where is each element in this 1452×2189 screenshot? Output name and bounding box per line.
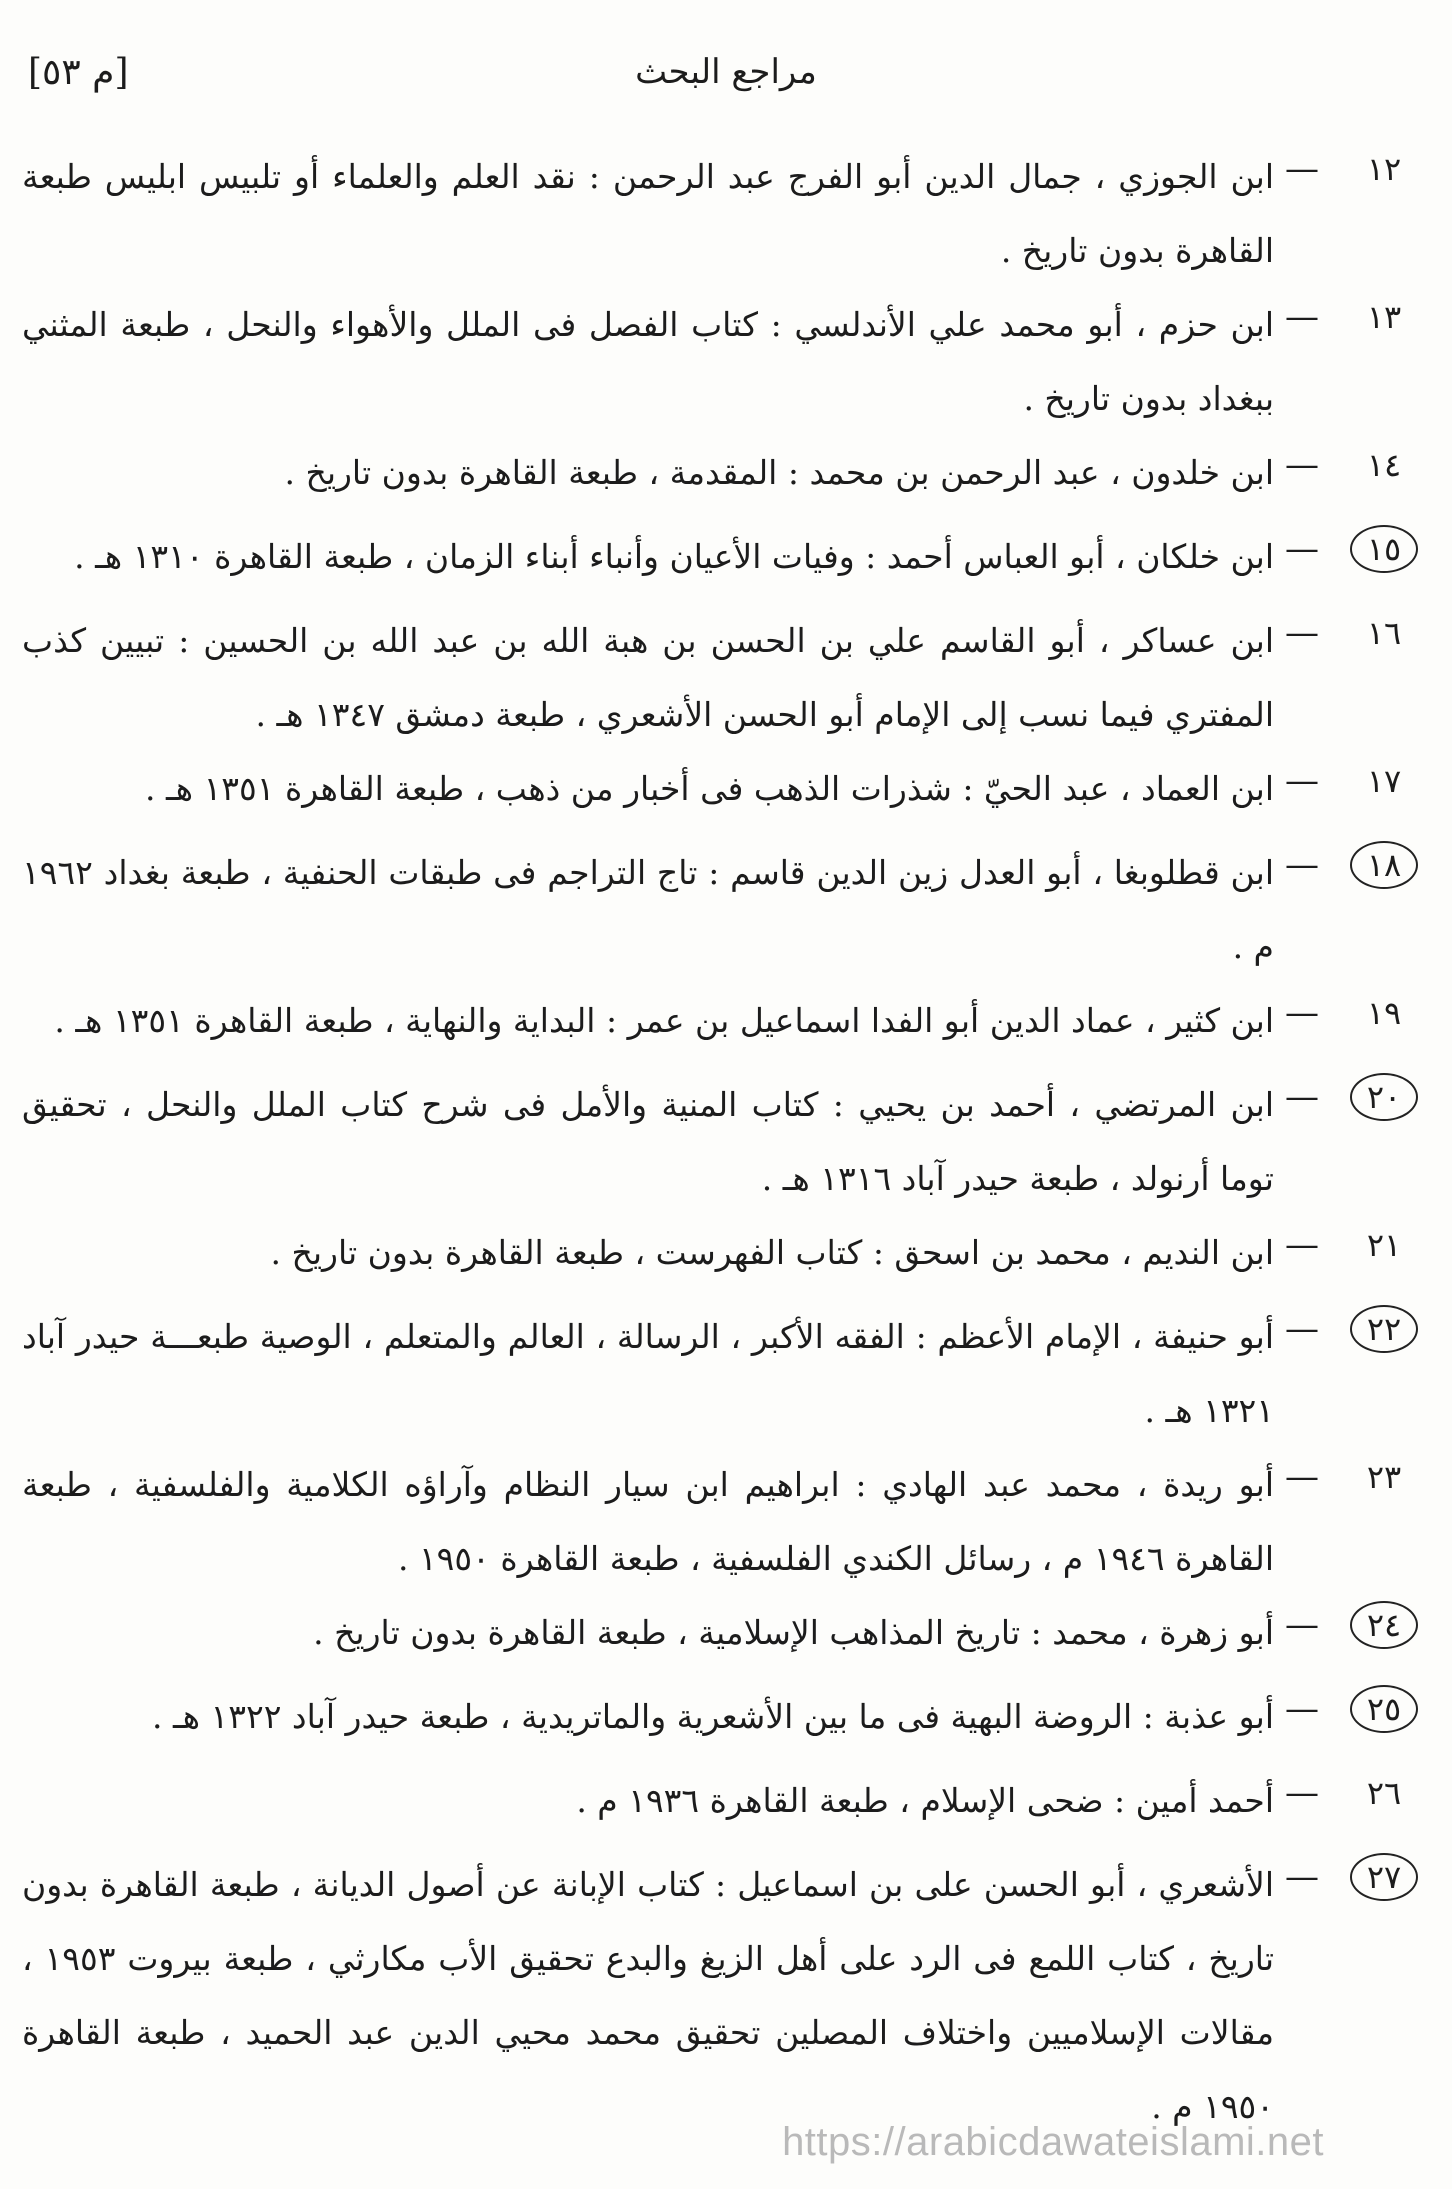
entry-number-box (1330, 984, 1438, 1042)
entry-dash: — (1285, 1605, 1319, 1645)
entry-dash: — (1285, 1077, 1319, 1117)
entry-number-box (1330, 1300, 1438, 1358)
entry-text: ابن المرتضي ، أحمد بن يحيي : كتاب المنية والأمل فى شرح كتاب الملل والنحل ، تحقيق توما أرنولد ، طبعة حيدر آباد ١٣١٦ هـ . (22, 1085, 1274, 1198)
entry-dash: — (1285, 1309, 1319, 1349)
entry-number-box (1330, 1680, 1438, 1738)
entry-number-box (1330, 436, 1438, 494)
entry-dash: — (1285, 1773, 1319, 1813)
entry-number: ١٦ (1366, 614, 1402, 652)
page-reference: [م ٥٣] (28, 52, 129, 93)
bibliography-entry (14, 288, 1438, 436)
circled-entry-number: ٢٠ (1350, 1073, 1418, 1121)
bibliography-list (14, 140, 1438, 2144)
bibliography-entry (14, 1764, 1438, 1848)
entry-number-box (1330, 752, 1438, 810)
circled-entry-number: ١٨ (1350, 841, 1418, 889)
entry-text: ابن النديم ، محمد بن اسحق : كتاب الفهرست ، طبعة القاهرة بدون تاريخ . (270, 1233, 1274, 1272)
bibliography-entry (14, 1596, 1438, 1680)
page-title: مراجع البحث (635, 52, 817, 92)
entry-dash: — (1285, 149, 1319, 189)
entry-dash: — (1285, 761, 1319, 801)
entry-dash: — (1285, 1225, 1319, 1265)
entry-number: ١٣ (1366, 298, 1402, 336)
bibliography-entry (14, 1848, 1438, 2144)
bibliography-entry (14, 1300, 1438, 1448)
bibliography-entry (14, 436, 1438, 520)
entry-dash: — (1285, 613, 1319, 653)
circled-entry-number: ٢٤ (1350, 1601, 1418, 1649)
entry-dash: — (1285, 993, 1319, 1033)
entry-number: ١٤ (1366, 446, 1402, 484)
circled-entry-number: ٢٧ (1350, 1853, 1418, 1901)
entry-number-box (1330, 1216, 1438, 1274)
entry-dash: — (1285, 1689, 1319, 1729)
entry-number-box (1330, 1068, 1438, 1126)
entry-number-box (1330, 1848, 1438, 1906)
entry-number: ٢٦ (1366, 1774, 1402, 1812)
bibliography-entry (14, 520, 1438, 604)
entry-dash: — (1285, 297, 1319, 337)
bibliography-entry (14, 604, 1438, 752)
entry-dash: — (1285, 845, 1319, 885)
entry-number-box (1330, 836, 1438, 894)
bibliography-entry (14, 984, 1438, 1068)
bibliography-entry (14, 140, 1438, 288)
entry-text: ابن الجوزي ، جمال الدين أبو الفرج عبد الرحمن : نقد العلم والعلماء أو تلبيس ابليس طبعة القاهرة بدون تاريخ . (22, 157, 1274, 270)
entry-number: ١٩ (1366, 994, 1402, 1032)
entry-text: الأشعري ، أبو الحسن على بن اسماعيل : كتاب الإبانة عن أصول الديانة ، طبعة القاهرة بدون تاريخ ، كتاب اللمع فى الرد على أهل الزيغ والبدع تحقيق الأب مكارثي ، طبعة بيروت ١٩٥٣ ، مقالات الإسلاميين واختلاف المصلين تحقيق محمد محيي الدين عبد الحميد ، طبعة القاهرة ١٩٥٠ م . (22, 1865, 1275, 2126)
entry-text: ابن حزم ، أبو محمد علي الأندلسي : كتاب الفصل فى الملل والأهواء والنحل ، طبعة المثني ببغداد بدون تاريخ . (22, 305, 1274, 418)
entry-text: ابن خلكان ، أبو العباس أحمد : وفيات الأعيان وأنباء أبناء الزمان ، طبعة القاهرة ١٣١٠ هـ . (74, 537, 1274, 576)
entry-number: ٢١ (1366, 1226, 1402, 1264)
entry-number-box (1330, 1448, 1438, 1506)
entry-dash: — (1285, 1857, 1319, 1897)
entry-text: ابن عساكر ، أبو القاسم علي بن الحسن بن هبة الله بن عبد الله بن الحسين : تبيين كذب المفتري فيما نسب إلى الإمام أبو الحسن الأشعري ، طبعة دمشق ١٣٤٧ هـ . (22, 621, 1274, 734)
entry-dash: — (1285, 1457, 1319, 1497)
entry-text: أبو حنيفة ، الإمام الأعظم : الفقه الأكبر ، الرسالة ، العالم والمتعلم ، الوصية طبعـــة حيدر آباد ١٣٢١ هـ . (22, 1317, 1274, 1430)
entry-text: ابن العماد ، عبد الحيّ : شذرات الذهب فى أخبار من ذهب ، طبعة القاهرة ١٣٥١ هـ . (145, 769, 1274, 808)
entry-number: ٢٣ (1366, 1458, 1402, 1496)
entry-number-box (1330, 288, 1438, 346)
entry-text: أحمد أمين : ضحى الإسلام ، طبعة القاهرة ١٩٣٦ م . (576, 1781, 1274, 1820)
bibliography-entry (14, 1680, 1438, 1764)
bibliography-entry (14, 752, 1438, 836)
entry-text: ابن قطلوبغا ، أبو العدل زين الدين قاسم : تاج التراجم فى طبقات الحنفية ، طبعة بغداد ١٩٦٢ م . (22, 853, 1274, 966)
entry-number-box (1330, 1596, 1438, 1654)
entry-number-box (1330, 604, 1438, 662)
entry-number-box (1330, 140, 1438, 198)
circled-entry-number: ١٥ (1350, 525, 1418, 573)
bibliography-entry (14, 836, 1438, 984)
entry-dash: — (1285, 529, 1319, 569)
entry-text: أبو عذبة : الروضة البهية فى ما بين الأشعرية والماتريدية ، طبعة حيدر آباد ١٣٢٢ هـ . (151, 1697, 1274, 1736)
entry-text: ابن خلدون ، عبد الرحمن بن محمد : المقدمة ، طبعة القاهرة بدون تاريخ . (284, 453, 1274, 492)
circled-entry-number: ٢٢ (1350, 1305, 1418, 1353)
bibliography-entry (14, 1448, 1438, 1596)
entry-number-box (1330, 1764, 1438, 1822)
entry-text: أبو ريدة ، محمد عبد الهادي : ابراهيم ابن سيار النظام وآراؤه الكلامية والفلسفية ، طبعة القاهرة ١٩٤٦ م ، رسائل الكندي الفلسفية ، طبعة القاهرة ١٩٥٠ . (22, 1465, 1274, 1578)
bibliography-entry (14, 1068, 1438, 1216)
circled-entry-number: ٢٥ (1350, 1685, 1418, 1733)
entry-dash: — (1285, 445, 1319, 485)
entry-text: ابن كثير ، عماد الدين أبو الفدا اسماعيل بن عمر : البداية والنهاية ، طبعة القاهرة ١٣٥١ هـ . (54, 1001, 1274, 1040)
entry-number: ١٧ (1366, 762, 1402, 800)
page-header (20, 52, 1432, 112)
entry-number: ١٢ (1366, 150, 1402, 188)
watermark-url: https://arabicdawateislami.net (782, 2120, 1324, 2164)
entry-text: أبو زهرة ، محمد : تاريخ المذاهب الإسلامية ، طبعة القاهرة بدون تاريخ . (313, 1613, 1274, 1652)
entry-number-box (1330, 520, 1438, 578)
bibliography-entry (14, 1216, 1438, 1300)
